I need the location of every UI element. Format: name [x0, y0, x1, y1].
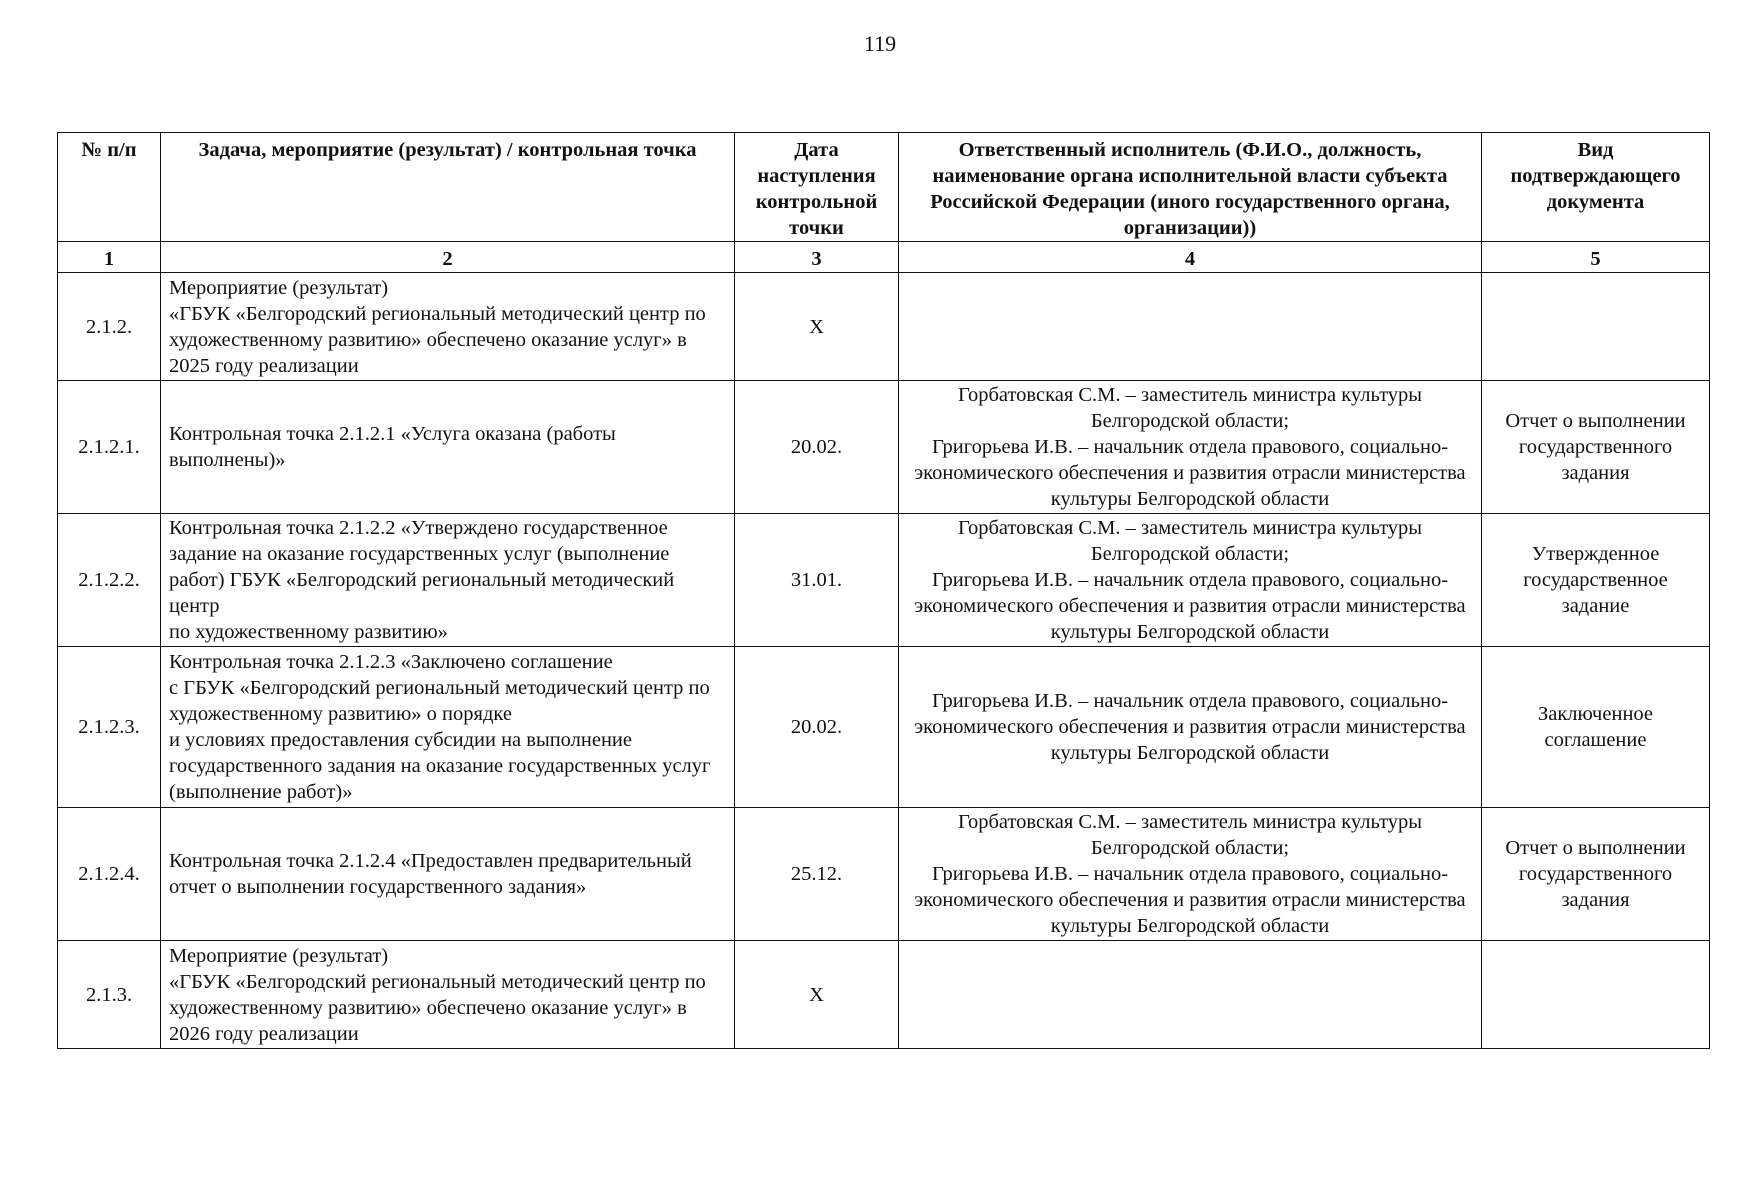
table-row	[58, 514, 1710, 647]
row-executor	[899, 647, 1482, 808]
row-executor	[899, 273, 1482, 381]
task-text: Контрольная точка 2.1.2.3 «Заключено соглашение	[169, 651, 613, 673]
page-number: 119	[863, 31, 897, 56]
executor-text: Горбатовская С.М. – заместитель министра культуры Белгородской области;	[957, 517, 1423, 565]
task-text: с ГБУК «Белгородский региональный методический центр по художественному развитию» о порядке	[169, 677, 710, 725]
table-row	[58, 273, 1710, 381]
row-task	[161, 647, 735, 808]
row-executor	[899, 941, 1482, 1049]
header-date: Дата наступления контрольной точки	[735, 133, 899, 242]
executor-text: Горбатовская С.М. – заместитель министра культуры Белгородской области;	[957, 811, 1423, 859]
executor-text: Григорьева И.В. – начальник отдела правового, социально-экономического обеспечения и развития отрасли министерства культуры Белгородской области	[914, 863, 1466, 937]
column-number: 2	[161, 242, 735, 273]
row-task	[161, 514, 735, 647]
row-executor	[899, 808, 1482, 941]
row-date: 31.01.	[735, 514, 899, 647]
task-text: Мероприятие (результат)	[169, 944, 389, 967]
row-task	[161, 941, 735, 1049]
row-number: 2.1.2.4.	[58, 808, 161, 941]
row-document: Отчет о выполнении государственного задания	[1482, 381, 1710, 514]
column-number: 5	[1482, 242, 1710, 273]
task-text: Контрольная точка 2.1.2.1 «Услуга оказана (работы выполнены)»	[169, 423, 616, 471]
task-text: «ГБУК «Белгородский региональный методический центр по художественному развитию» обеспечено оказание услуг» в 2026 году реализации	[169, 970, 706, 1045]
row-date: Х	[735, 941, 899, 1049]
header-task: Задача, мероприятие (результат) / контрольная точка	[161, 133, 735, 242]
row-date: Х	[735, 273, 899, 381]
column-number: 3	[735, 242, 899, 273]
table-row	[58, 381, 1710, 514]
row-date: 20.02.	[735, 647, 899, 808]
task-text: Мероприятие (результат)	[169, 276, 389, 299]
task-text: Контрольная точка 2.1.2.4 «Предоставлен предварительный отчет о выполнении государственного задания»	[169, 850, 692, 898]
task-text: Контрольная точка 2.1.2.2 «Утверждено государственное задание на оказание государственных услуг (выполнение работ) ГБУК «Белгородский региональный методический центр	[169, 517, 675, 617]
row-date: 20.02.	[735, 381, 899, 514]
executor-text: Григорьева И.В. – начальник отдела правового, социально-экономического обеспечения и развития отрасли министерства культуры Белгородской области	[914, 436, 1466, 510]
row-document	[1482, 941, 1710, 1049]
executor-text: Григорьева И.В. – начальник отдела правового, социально-экономического обеспечения и развития отрасли министерства культуры Белгородской области	[914, 690, 1466, 764]
column-number-row	[58, 242, 1710, 273]
table-row	[58, 647, 1710, 808]
table-row	[58, 941, 1710, 1049]
row-document: Отчет о выполнении государственного задания	[1482, 808, 1710, 941]
row-number: 2.1.2.3.	[58, 647, 161, 808]
row-document: Утвержденное государственное задание	[1482, 514, 1710, 647]
header-executor: Ответственный исполнитель (Ф.И.О., должность, наименование органа исполнительной власти субъекта Российской Федерации (иного государственного органа, организации))	[899, 133, 1482, 242]
row-document: Заключенное соглашение	[1482, 647, 1710, 808]
column-number: 4	[899, 242, 1482, 273]
row-number: 2.1.2.	[58, 273, 161, 381]
row-document	[1482, 273, 1710, 381]
table-body	[58, 273, 1710, 1049]
control-points-table	[57, 132, 1710, 1049]
task-text: «ГБУК «Белгородский региональный методический центр по художественному развитию» обеспечено оказание услуг» в 2025 году реализации	[169, 302, 706, 377]
table-row	[58, 808, 1710, 941]
task-text: и условиях предоставления субсидии на выполнение государственного задания на оказание государственных услуг (выполнение работ)»	[169, 729, 711, 803]
row-number: 2.1.2.1.	[58, 381, 161, 514]
row-task	[161, 273, 735, 381]
row-executor	[899, 514, 1482, 647]
column-number: 1	[58, 242, 161, 273]
row-number: 2.1.2.2.	[58, 514, 161, 647]
executor-text: Григорьева И.В. – начальник отдела правового, социально-экономического обеспечения и развития отрасли министерства культуры Белгородской области	[914, 569, 1466, 643]
executor-text: Горбатовская С.М. – заместитель министра культуры Белгородской области;	[957, 384, 1423, 432]
task-text: по художественному развитию»	[169, 621, 448, 643]
header-number: № п/п	[58, 133, 161, 242]
row-number: 2.1.3.	[58, 941, 161, 1049]
row-task	[161, 381, 735, 514]
row-date: 25.12.	[735, 808, 899, 941]
header-document: Вид подтверждающего документа	[1482, 133, 1710, 242]
row-task	[161, 808, 735, 941]
row-executor	[899, 381, 1482, 514]
table-header-row	[58, 133, 1710, 242]
